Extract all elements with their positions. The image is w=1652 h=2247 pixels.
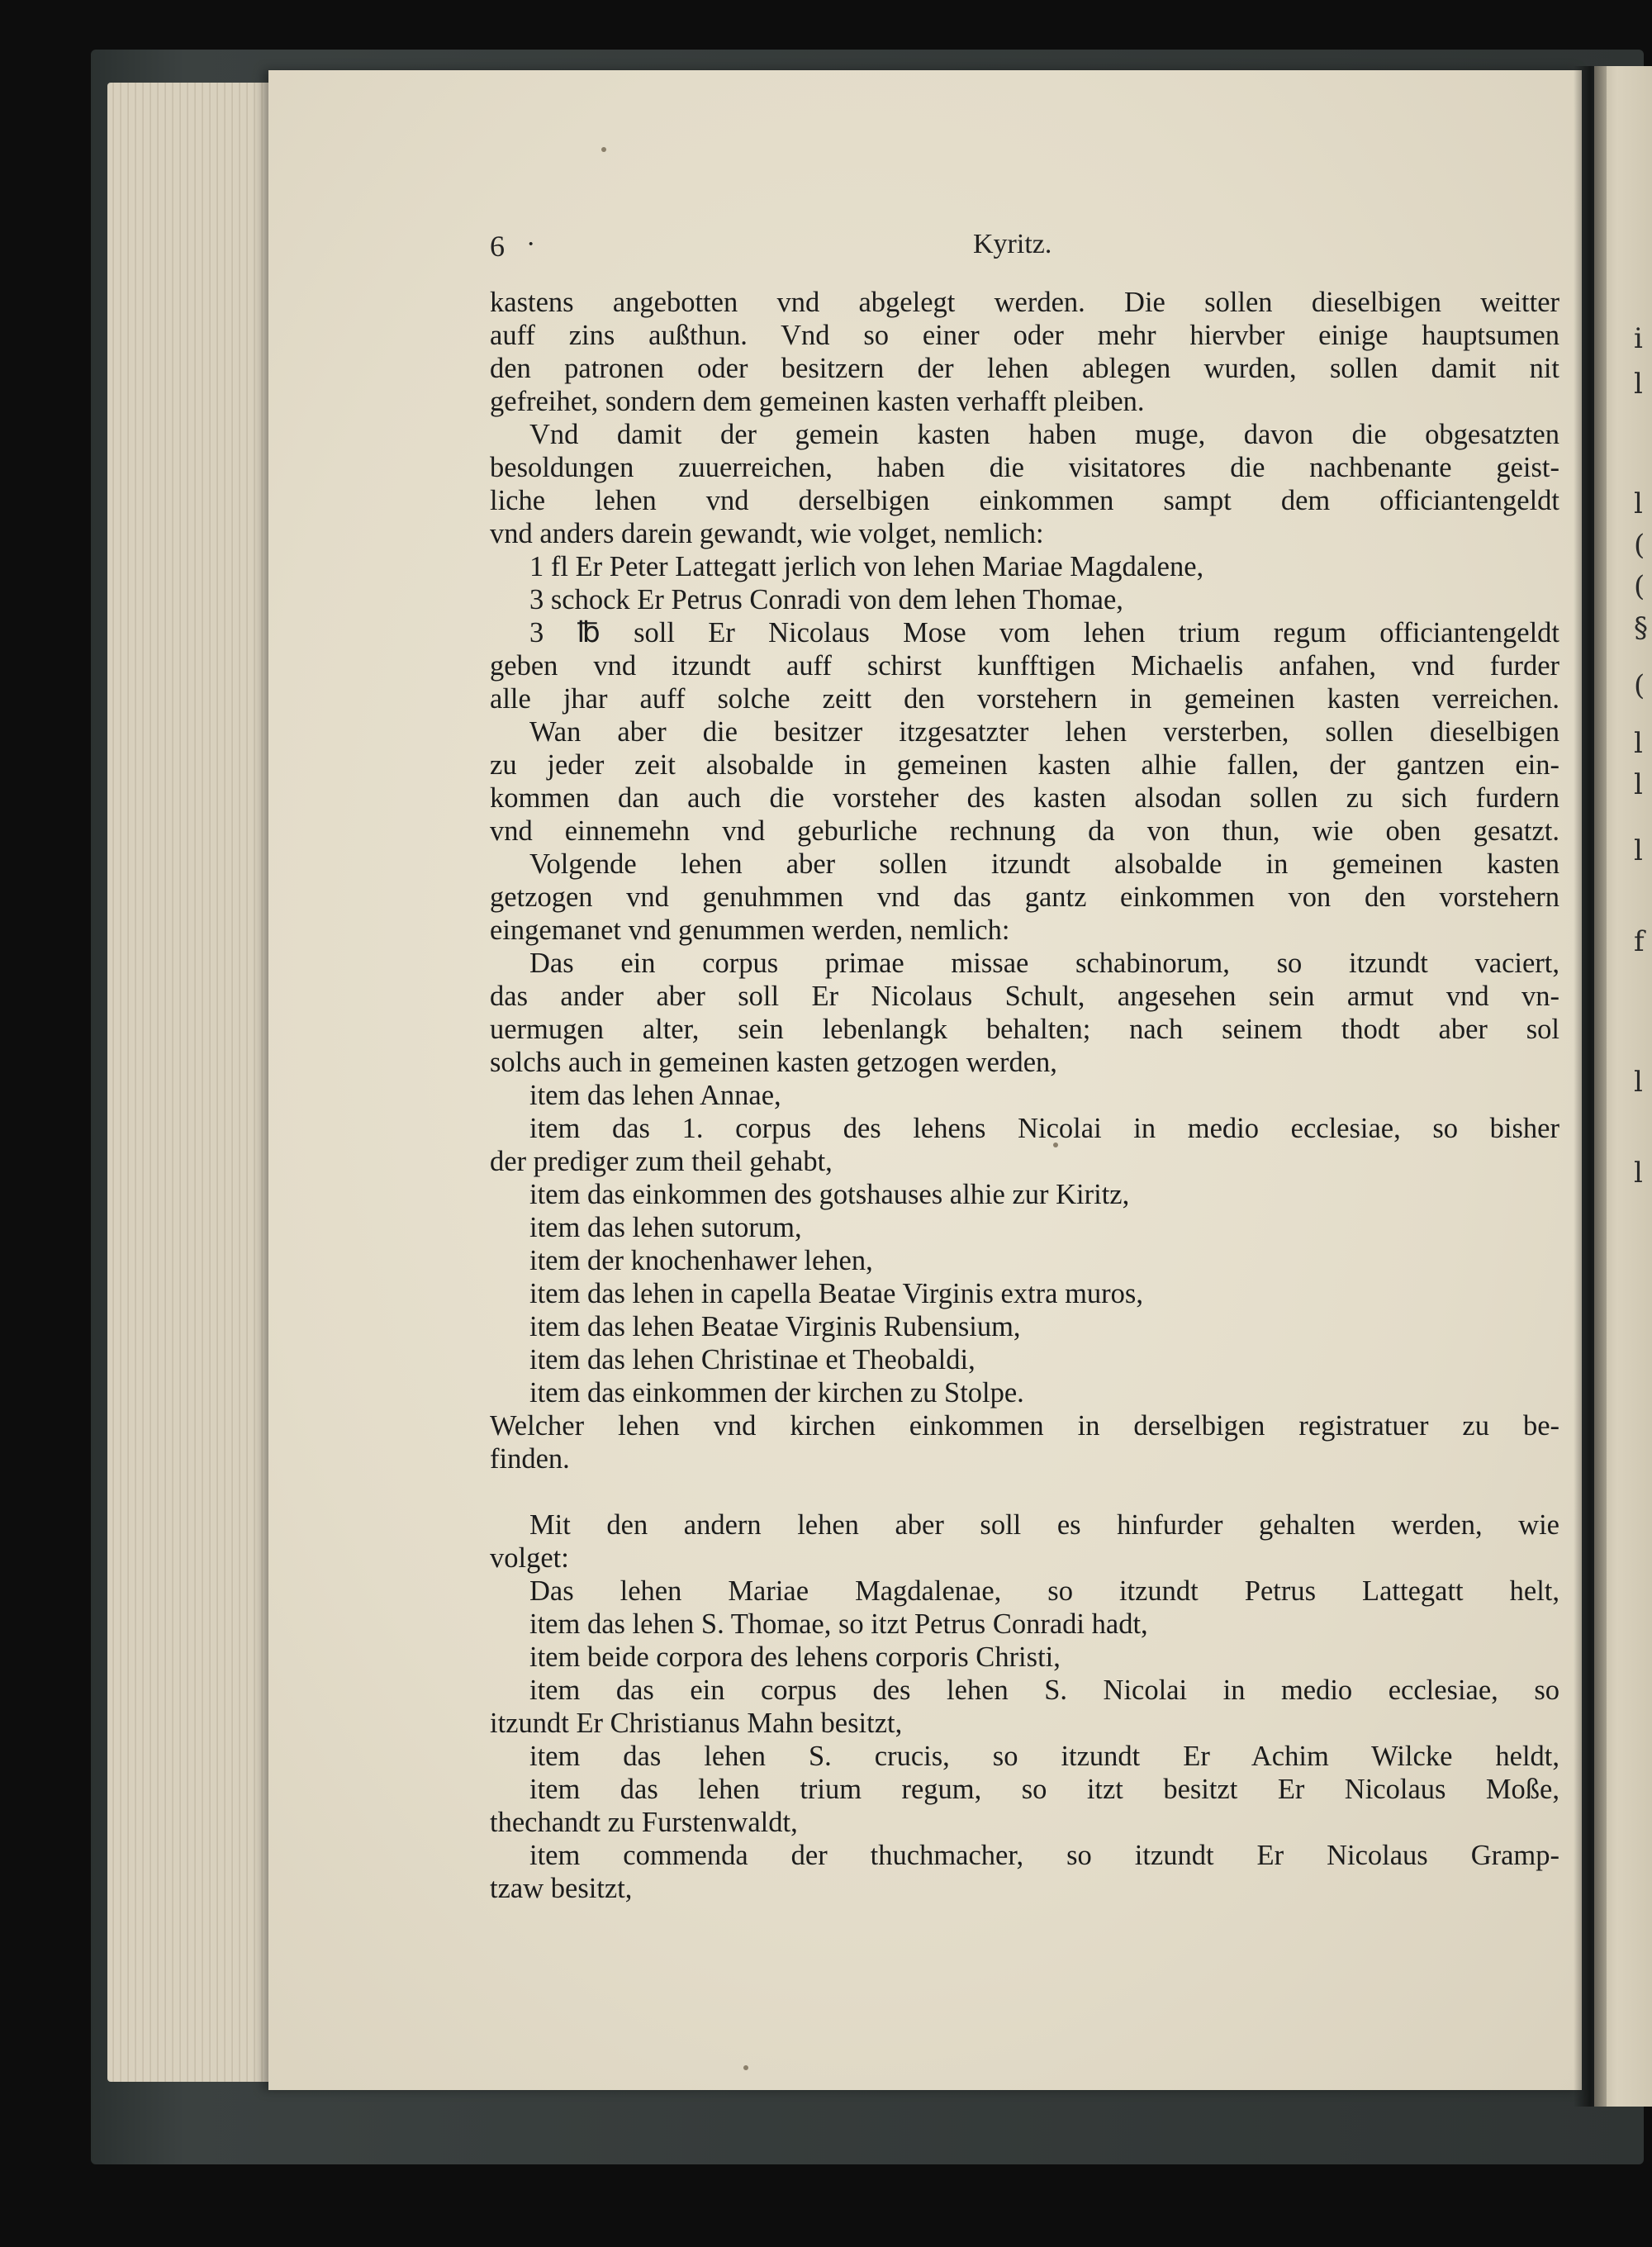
text-line: das ander aber soll Er Nicolaus Schult, angesehen sein armut vnd vn- — [490, 981, 1559, 1012]
text-line: den patronen oder besitzern der lehen ablegen wurden, sollen damit nit — [490, 353, 1559, 384]
body-text — [490, 286, 1559, 1905]
text-line: item beide corpora des lehens corporis Christi, — [529, 1641, 1061, 1673]
text-line: item das lehen Christinae et Theobaldi, — [529, 1344, 976, 1375]
text-line: item das ein corpus des lehen S. Nicolai in medio ecclesiae, so — [529, 1675, 1559, 1706]
text-line: eingemanet vnd genummen werden, nemlich: — [490, 914, 1010, 946]
text-line: vnd einnemehn vnd geburliche rechnung da von thun, wie oben gesatzt. — [490, 815, 1559, 847]
text-line: liche lehen vnd derselbigen einkommen sampt dem officiantengeldt — [490, 485, 1559, 516]
text-line: item das lehen trium regum, so itzt besitzt Er Nicolaus Moße, — [529, 1774, 1559, 1805]
text-line: item das 1. corpus des lehens Nicolai in medio ecclesiae, so bisher — [529, 1113, 1559, 1144]
text-line: Wan aber die besitzer itzgesatzter lehen versterben, sollen dieselbigen — [529, 716, 1559, 748]
text-line: geben vnd itzundt auff schirst kunfftigen Michaelis anfahen, vnd furder — [490, 650, 1559, 682]
text-line: 3 ℔ soll Er Nicolaus Mose vom lehen trium regum officiantengeldt — [529, 617, 1559, 648]
text-line: zu jeder zeit alsobalde in gemeinen kasten alhie fallen, der gantzen ein- — [490, 749, 1559, 781]
facing-page-glyph: ( — [1634, 570, 1645, 603]
text-line: item das einkommen der kirchen zu Stolpe. — [529, 1377, 1024, 1409]
text-line: Volgende lehen aber sollen itzundt alsobalde in gemeinen kasten — [529, 848, 1559, 880]
facing-page-glyph: l — [1634, 768, 1643, 801]
running-title: Kyritz. — [973, 229, 1052, 259]
gutter-shadow — [1574, 66, 1607, 2107]
page-number: 6 — [490, 230, 505, 263]
text-line: finden. — [490, 1443, 570, 1475]
text-line: Vnd damit der gemein kasten haben muge, davon die obgesatzten — [529, 419, 1559, 450]
text-line: vnd anders darein gewandt, wie volget, nemlich: — [490, 518, 1044, 549]
facing-page-glyph: l — [1634, 1157, 1643, 1190]
facing-page-glyph: ( — [1634, 529, 1645, 562]
text-line: item das lehen S. Thomae, so itzt Petrus Conradi hadt, — [529, 1608, 1148, 1640]
facing-page-glyph: § — [1634, 611, 1648, 644]
text-line: item das lehen sutorum, — [529, 1212, 802, 1243]
facing-page-glyph: l — [1634, 1066, 1643, 1099]
text-line: volget: — [490, 1542, 569, 1574]
facing-page-glyph: l — [1634, 834, 1643, 867]
text-line: besoldungen zuuerreichen, haben die visitatores die nachbenante geist- — [490, 452, 1559, 483]
text-line: item das lehen Annae, — [529, 1080, 781, 1111]
text-line: Welcher lehen vnd kirchen einkommen in derselbigen registratuer zu be- — [490, 1410, 1559, 1442]
text-line: Mit den andern lehen aber soll es hinfurder gehalten werden, wie — [529, 1509, 1559, 1541]
text-line: alle jhar auff solche zeitt den vorstehern in gemeinen kasten verreichen. — [490, 683, 1559, 715]
text-line: Das ein corpus primae missae schabinorum, so itzundt vaciert, — [529, 948, 1559, 979]
header-separator: · — [526, 229, 536, 259]
facing-page-glyph: ( — [1634, 669, 1645, 702]
facing-page-glyph: l — [1634, 368, 1643, 401]
text-line — [490, 1475, 1559, 1508]
paper-speck — [743, 2065, 748, 2070]
text-line: 3 schock Er Petrus Conradi von dem lehen Thomae, — [529, 584, 1123, 615]
facing-page-glyph: l — [1634, 727, 1643, 760]
text-line: getzogen vnd genuhmmen vnd das gantz einkommen von den vorstehern — [490, 881, 1559, 913]
text-line: auff zins außthun. Vnd so einer oder mehr hiervber einige hauptsumen — [490, 320, 1559, 351]
running-header — [490, 229, 1559, 278]
facing-page-glyph: i — [1634, 322, 1643, 355]
text-line: kommen dan auch die vorsteher des kasten alsodan sollen zu sich furdern — [490, 782, 1559, 814]
text-line: kastens angebotten vnd abgelegt werden. Die sollen dieselbigen weitter — [490, 287, 1559, 318]
text-line: item der knochenhawer lehen, — [529, 1245, 873, 1276]
text-line: gefreihet, sondern dem gemeinen kasten verhafft pleiben. — [490, 386, 1145, 417]
paper-speck — [601, 147, 606, 152]
text-line: tzaw besitzt, — [490, 1873, 633, 1904]
text-line: Das lehen Mariae Magdalenae, so itzundt Petrus Lattegatt helt, — [529, 1575, 1559, 1607]
text-line: item das lehen in capella Beatae Virginis extra muros, — [529, 1278, 1143, 1309]
facing-page-glyph: l — [1634, 487, 1643, 520]
text-line: item das lehen Beatae Virginis Rubensium, — [529, 1311, 1021, 1342]
text-line: thechandt zu Furstenwaldt, — [490, 1807, 798, 1838]
text-line: itzundt Er Christianus Mahn besitzt, — [490, 1708, 903, 1739]
text-line: item das lehen S. crucis, so itzundt Er Achim Wilcke heldt, — [529, 1741, 1559, 1772]
text-line: 1 fl Er Peter Lattegatt jerlich von lehen Mariae Magdalene, — [529, 551, 1204, 582]
text-line: solchs auch in gemeinen kasten getzogen werden, — [490, 1047, 1057, 1078]
facing-page-glyph: f — [1634, 925, 1645, 958]
text-line: item commenda der thuchmacher, so itzundt Er Nicolaus Gramp- — [529, 1840, 1559, 1871]
text-line: item das einkommen des gotshauses alhie zur Kiritz, — [529, 1179, 1130, 1210]
text-line: uermugen alter, sein lebenlangk behalten; nach seinem thodt aber sol — [490, 1014, 1559, 1045]
text-line: der prediger zum theil gehabt, — [490, 1146, 833, 1177]
